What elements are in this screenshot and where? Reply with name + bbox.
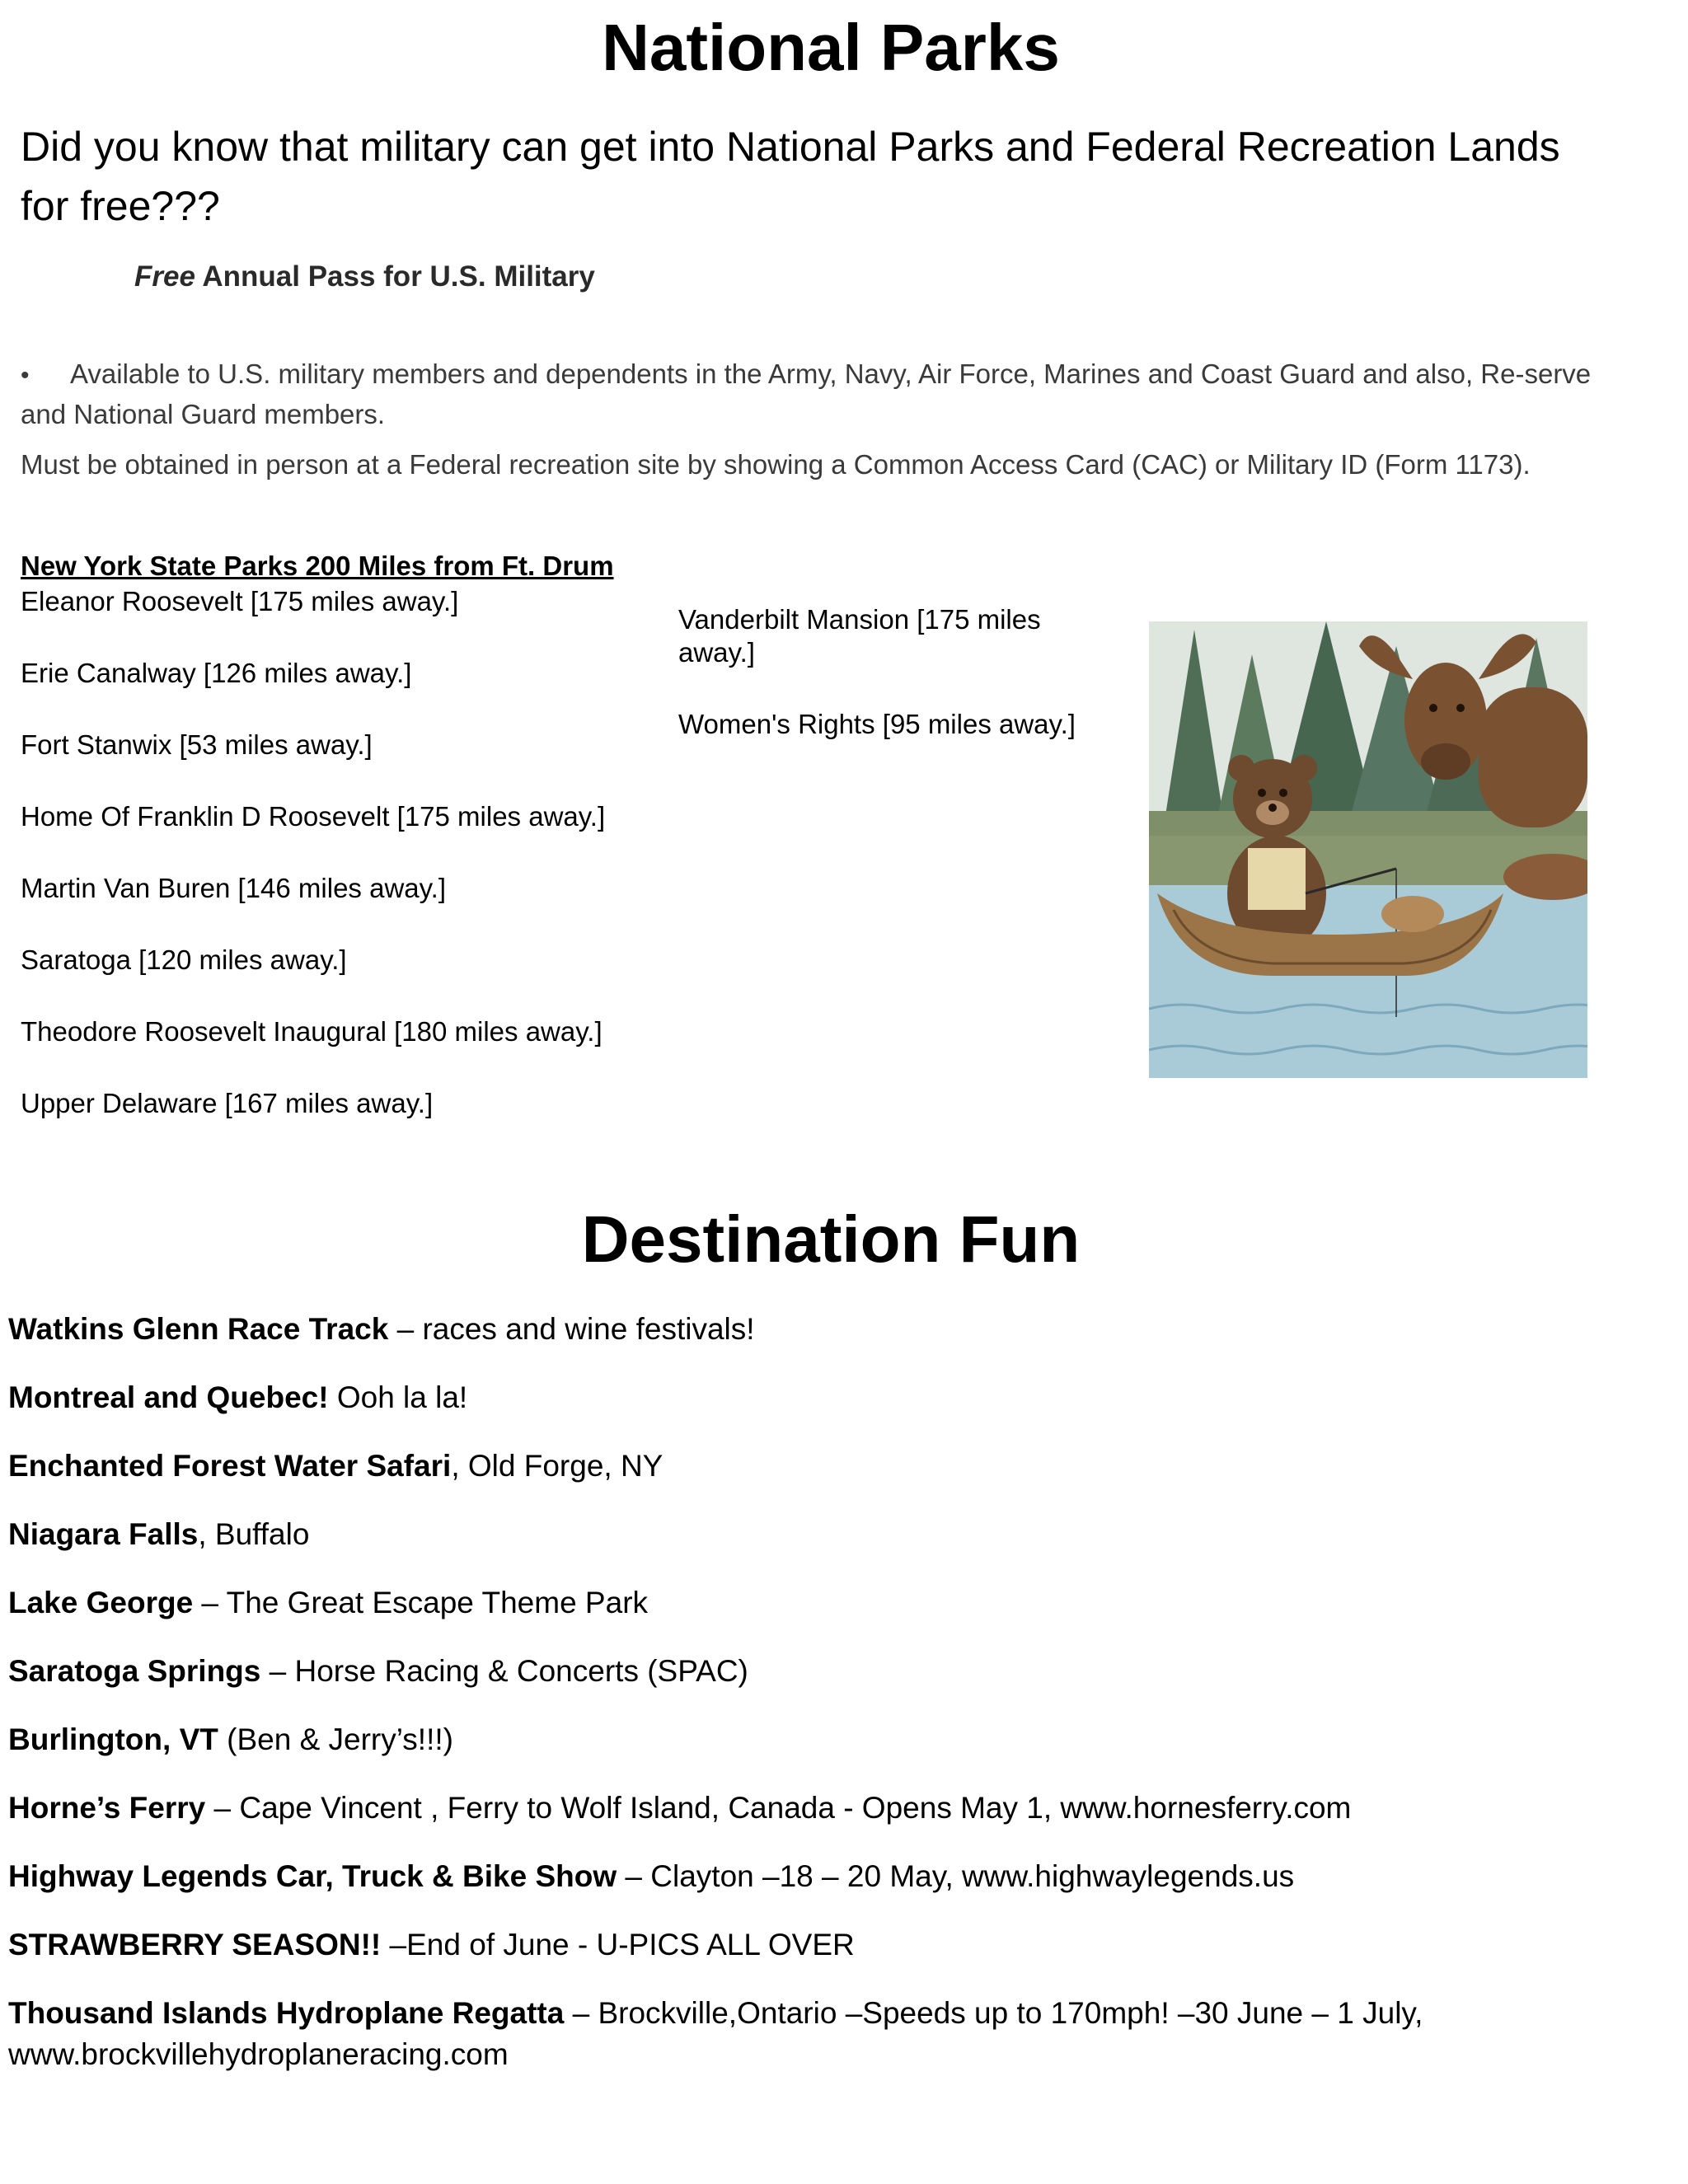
destination-item — [8, 1924, 1657, 1993]
destination-name: Burlington, VT — [8, 1722, 218, 1756]
destination-detail: Ooh la la! — [328, 1380, 468, 1414]
destination-detail: – races and wine festivals! — [388, 1312, 755, 1346]
destination-item — [8, 1514, 1657, 1582]
park-item: Theodore Roosevelt Inaugural [180 miles away.] — [21, 1016, 603, 1047]
destination-detail: , Buffalo — [198, 1517, 310, 1551]
destination-name: STRAWBERRY SEASON!! — [8, 1928, 382, 1961]
bear-canoe-illustration — [1149, 621, 1587, 1078]
park-item: Upper Delaware [167 miles away.] — [21, 1088, 434, 1118]
national-parks-title: National Parks — [602, 11, 1060, 84]
park-item: Erie Canalway [126 miles away.] — [21, 658, 412, 688]
destination-item — [8, 1446, 1657, 1514]
pass-heading — [134, 260, 595, 293]
destination-detail: – Cape Vincent , Ferry to Wolf Island, Canada - Opens May 1, www.hornesferry.com — [205, 1791, 1352, 1825]
destination-item — [8, 1719, 1657, 1788]
intro-text: Did you know that military can get into National Parks and Federal Recreation Lands for free??? — [21, 124, 1560, 229]
destination-detail: – Brockville,Ontario –Speeds up to 170mph! –30 June – 1 July, www.brockvillehydroplaneracing.com — [8, 1996, 1423, 2071]
destination-name: Watkins Glenn Race Track — [8, 1312, 389, 1346]
destination-detail: – Horse Racing & Concerts (SPAC) — [260, 1654, 748, 1688]
destination-item — [8, 1309, 1657, 1377]
pass-heading-free: Free — [134, 260, 195, 293]
destination-detail: – Clayton –18 – 20 May, www.highwaylegends.us — [617, 1859, 1295, 1893]
destination-name: Thousand Islands Hydroplane Regatta — [8, 1996, 565, 2030]
destination-item — [8, 1582, 1657, 1651]
bullet-icon: • — [21, 362, 30, 389]
destination-name: Enchanted Forest Water Safari — [8, 1449, 452, 1483]
pass-heading-rest: Annual Pass for U.S. Military — [195, 260, 595, 293]
obtain-instructions: Must be obtained in person at a Federal recreation site by showing a Common Access Card (CAC) or Military ID (Form 1173). — [21, 449, 1531, 480]
destination-name: Highway Legends Car, Truck & Bike Show — [8, 1859, 617, 1893]
destination-fun-title: Destination Fun — [581, 1202, 1081, 1276]
park-item: Fort Stanwix [53 miles away.] — [21, 729, 373, 760]
destination-item — [8, 1788, 1657, 1856]
destination-name: Niagara Falls — [8, 1517, 199, 1551]
eligibility-text: Available to U.S. military members and dependents in the Army, Navy, Air Force, Marines and Coast Guard and also, Re-serve and National Guard members. — [21, 359, 1592, 429]
destination-list — [8, 1309, 1657, 2075]
parks-list-right — [678, 603, 1123, 780]
park-item: Martin Van Buren [146 miles away.] — [21, 873, 447, 903]
park-item: Saratoga [120 miles away.] — [21, 944, 347, 975]
destination-name: Montreal and Quebec! — [8, 1380, 329, 1414]
park-item: Home Of Franklin D Roosevelt [175 miles away.] — [21, 801, 606, 832]
park-item: Eleanor Roosevelt [175 miles away.] — [21, 586, 459, 616]
destination-detail: –End of June - U-PICS ALL OVER — [381, 1928, 855, 1961]
destination-name: Horne’s Ferry — [8, 1791, 206, 1825]
destination-item — [8, 1856, 1657, 1924]
destination-detail: – The Great Escape Theme Park — [193, 1586, 649, 1619]
destination-detail: , Old Forge, NY — [451, 1449, 663, 1483]
destination-item — [8, 1993, 1657, 2075]
destination-item — [8, 1651, 1657, 1719]
parks-list-left — [21, 585, 663, 1159]
destination-item — [8, 1377, 1657, 1446]
destination-name: Lake George — [8, 1586, 194, 1619]
destination-detail: (Ben & Jerry’s!!!) — [218, 1722, 453, 1756]
park-item: Vanderbilt Mansion [175 miles away.] — [678, 604, 1041, 668]
destination-name: Saratoga Springs — [8, 1654, 261, 1688]
park-item: Women's Rights [95 miles away.] — [678, 709, 1076, 739]
parks-list-heading: New York State Parks 200 Miles from Ft. Drum — [21, 551, 614, 581]
eligibility-bullet — [21, 354, 1628, 434]
